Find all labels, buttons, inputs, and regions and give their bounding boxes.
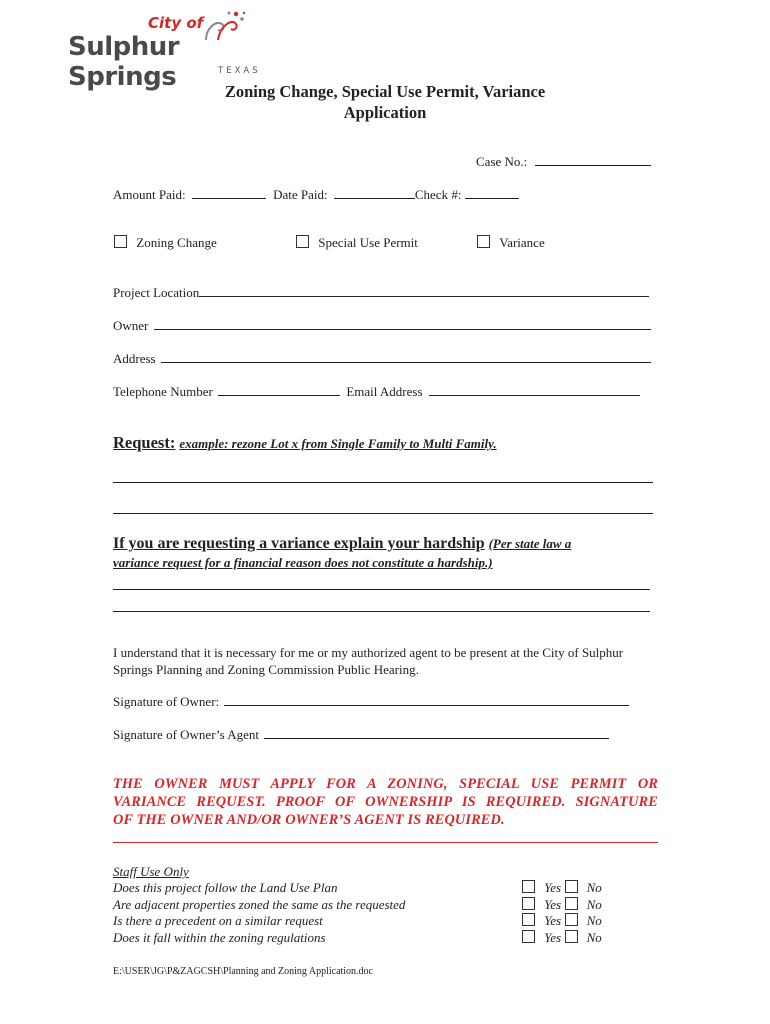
contact-row: [113, 383, 640, 400]
yes-label: Yes: [544, 896, 562, 912]
request-example: example: rezone Lot x from Single Family to Multi Family.: [179, 436, 497, 451]
logo-state: TEXAS: [218, 66, 261, 76]
date-paid-label: Date Paid:: [273, 187, 328, 202]
city-logo: [68, 10, 288, 92]
address-field[interactable]: [161, 350, 651, 363]
variance-title: If you are requesting a variance explain your hardship: [113, 535, 485, 552]
request-line-2[interactable]: [113, 513, 653, 514]
no-label: No: [586, 896, 602, 912]
staff-answer-row: [522, 930, 602, 947]
signature-agent-field[interactable]: [264, 726, 609, 739]
zoning-change-checkbox[interactable]: [114, 235, 127, 248]
yes-checkbox[interactable]: [522, 880, 535, 893]
no-checkbox[interactable]: [565, 913, 578, 926]
yes-checkbox[interactable]: [522, 897, 535, 910]
case-no-label: Case No.:: [476, 154, 528, 169]
project-location-field[interactable]: [199, 284, 649, 297]
variance-label: Variance: [499, 235, 545, 250]
ownership-warning: [113, 775, 658, 829]
title-line-1: Zoning Change, Special Use Permit, Variance: [224, 82, 546, 101]
request-title: Request:: [113, 433, 176, 452]
warning-line-3: OF THE OWNER AND/OR OWNER’S AGENT IS REQUIRED.: [113, 812, 505, 828]
title-line-2: Application: [343, 103, 427, 122]
page-title: [0, 82, 770, 123]
staff-answer-row: [522, 897, 602, 914]
staff-answer-row: [522, 913, 602, 930]
owner-field[interactable]: [154, 317, 651, 330]
logo-name: Sulphur Springs: [68, 32, 180, 92]
yes-checkbox[interactable]: [522, 930, 535, 943]
zoning-change-label: Zoning Change: [136, 235, 217, 250]
no-checkbox[interactable]: [565, 897, 578, 910]
project-location-label: Project Location: [113, 285, 200, 300]
staff-answer-row: [522, 880, 602, 897]
owner-row: [113, 317, 651, 334]
staff-question: Are adjacent properties zoned the same as the requested: [113, 896, 406, 912]
date-paid-field[interactable]: [334, 186, 415, 199]
no-label: No: [586, 913, 602, 928]
variance-note-2: variance request for a financial reason does not constitute a hardship.): [113, 555, 493, 570]
no-checkbox[interactable]: [565, 930, 578, 943]
logo-city-of: City of: [148, 14, 204, 32]
case-no-row: [476, 153, 651, 170]
request-line-1[interactable]: [113, 482, 653, 483]
signature-owner-field[interactable]: [224, 693, 629, 706]
understand-text: I understand that it is necessary for me or my authorized agent to be present at the City of Sulphur Springs Planning and Zoning Commission Public Hearing.: [113, 645, 624, 677]
signature-agent-row: [113, 726, 609, 743]
variance-line-1[interactable]: [113, 589, 650, 590]
special-use-permit-checkbox[interactable]: [296, 235, 309, 248]
warning-line-2: VARIANCE REQUEST. PROOF OF OWNERSHIP IS REQUIRED. SIGNATURE: [113, 794, 658, 810]
signature-owner-label: Signature of Owner:: [113, 694, 220, 709]
check-field[interactable]: [465, 186, 519, 199]
owner-label: Owner: [113, 318, 149, 333]
email-field[interactable]: [429, 383, 640, 396]
option-zoning-change[interactable]: [114, 235, 217, 251]
staff-questions: [113, 880, 405, 946]
option-variance[interactable]: [477, 235, 545, 251]
staff-answers: [522, 880, 602, 946]
request-heading: [113, 433, 497, 453]
no-checkbox[interactable]: [565, 880, 578, 893]
telephone-label: Telephone Number: [113, 384, 213, 399]
telephone-field[interactable]: [218, 383, 340, 396]
special-use-permit-label: Special Use Permit: [318, 235, 418, 250]
payment-row: [113, 186, 519, 203]
staff-question: Does it fall within the zoning regulations: [113, 929, 326, 945]
option-special-use-permit[interactable]: [296, 235, 418, 251]
amount-paid-field[interactable]: [192, 186, 266, 199]
signature-agent-label: Signature of Owner’s Agent: [113, 727, 259, 742]
variance-note-1: (Per state law a: [488, 536, 572, 551]
yes-label: Yes: [544, 880, 562, 895]
amount-paid-label: Amount Paid:: [113, 187, 186, 202]
staff-question: Is there a precedent on a similar request: [113, 913, 323, 928]
footer-file-path: E:\USER\JG\P&ZAGCSH\Planning and Zoning Application.doc: [113, 966, 373, 977]
signature-owner-row: [113, 693, 629, 710]
variance-heading: [113, 535, 673, 572]
email-label: Email Address: [346, 384, 423, 399]
warning-divider: [113, 842, 658, 843]
staff-heading: Staff Use Only: [113, 864, 189, 879]
address-row: [113, 350, 651, 367]
no-label: No: [586, 880, 602, 895]
yes-label: Yes: [544, 913, 562, 928]
staff-question: Does this project follow the Land Use Plan: [113, 880, 338, 895]
yes-checkbox[interactable]: [522, 913, 535, 926]
address-label: Address: [113, 351, 156, 366]
variance-line-2[interactable]: [113, 611, 650, 612]
yes-label: Yes: [544, 929, 562, 945]
case-no-field[interactable]: [535, 153, 651, 166]
warning-line-1: THE OWNER MUST APPLY FOR A ZONING, SPECIAL USE PERMIT OR: [113, 776, 658, 792]
project-location-row: [113, 284, 649, 301]
check-label: Check #:: [414, 187, 462, 202]
variance-checkbox[interactable]: [477, 235, 490, 248]
no-label: No: [586, 929, 602, 945]
